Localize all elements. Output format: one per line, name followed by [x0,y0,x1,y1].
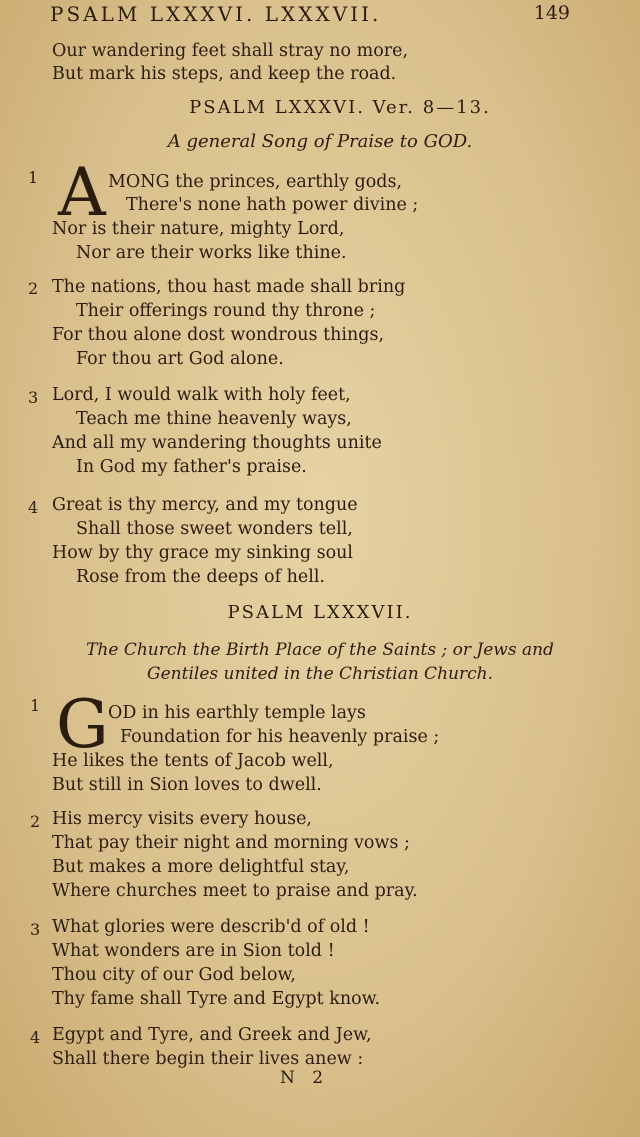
verse-line: For thou alone dost wondrous things, [52,325,385,345]
verse-line: Great is thy mercy, and my tongue [52,495,358,515]
verse-line: Egypt and Tyre, and Greek and Jew, [52,1025,372,1045]
running-head-title: PSALM LXXXVI. LXXXVII. [50,2,382,26]
verse-number: 2 [28,279,39,298]
verse-line: Nor are their works like thine. [76,243,347,263]
verse-line: Where churches meet to praise and pray. [52,881,418,901]
running-head [50,2,570,30]
verse-line: But still in Sion loves to dwell. [52,775,322,795]
verse-line: MONG the princes, earthly gods, [108,172,403,192]
catchword-signature: N 2 [280,1068,330,1088]
verse-line: That pay their night and morning vows ; [52,833,410,853]
verse-line: The nations, thou hast made shall bring [52,277,406,297]
verse-line: Rose from the deeps of hell. [76,567,325,587]
verse-number: 2 [30,812,41,831]
verse-number: 4 [28,498,39,517]
verse-line: How by thy grace my sinking soul [52,543,353,563]
verse-line: What glories were describ'd of old ! [52,917,370,937]
verse-line: For thou art God alone. [76,349,284,369]
verse-number: 3 [30,920,41,939]
verse-line: Lord, I would walk with holy feet, [52,385,351,405]
psalm-subtitle: A general Song of Praise to GOD. [167,131,473,152]
verse-line: Teach me thine heavenly ways, [76,409,352,429]
drop-cap: G [56,686,109,763]
carryover-line: But mark his steps, and keep the road. [52,64,397,84]
verse-line: Nor is their nature, mighty Lord, [52,219,345,239]
verse-number: 1 [30,696,41,715]
verse-line: In God my father's praise. [76,457,307,477]
verse-line: Foundation for his heavenly praise ; [120,727,440,747]
verse-line: Shall those sweet wonders tell, [76,519,353,539]
verse-line: His mercy visits every house, [52,809,312,829]
verse-line: What wonders are in Sion told ! [52,941,335,961]
page-number: 149 [533,2,570,24]
psalm-subtitle: Gentiles united in the Christian Church. [147,664,493,684]
verse-number: 3 [28,388,39,407]
verse-line: He likes the tents of Jacob well, [52,751,334,771]
psalm-heading: PSALM LXXXVII. [227,602,413,623]
verse-number: 4 [30,1028,41,1047]
drop-cap: A [58,154,106,231]
psalm-subtitle: The Church the Birth Place of the Saints ; or Jews and [86,640,554,660]
verse-line: But makes a more delightful stay, [52,857,350,877]
verse-line: And all my wandering thoughts unite [52,433,382,453]
carryover-line: Our wandering feet shall stray no more, [52,41,409,61]
verse-line: Thou city of our God below, [52,965,296,985]
verse-line: There's none hath power divine ; [126,195,419,215]
verse-line: OD in his earthly temple lays [108,703,366,723]
verse-line: Shall there begin their lives anew : [52,1049,364,1069]
verse-line: Their offerings round thy throne ; [76,301,376,321]
verse-line: Thy fame shall Tyre and Egypt know. [52,989,381,1009]
psalm-heading: PSALM LXXXVI. Ver. 8—13. [189,97,491,118]
verse-number: 1 [28,168,39,187]
